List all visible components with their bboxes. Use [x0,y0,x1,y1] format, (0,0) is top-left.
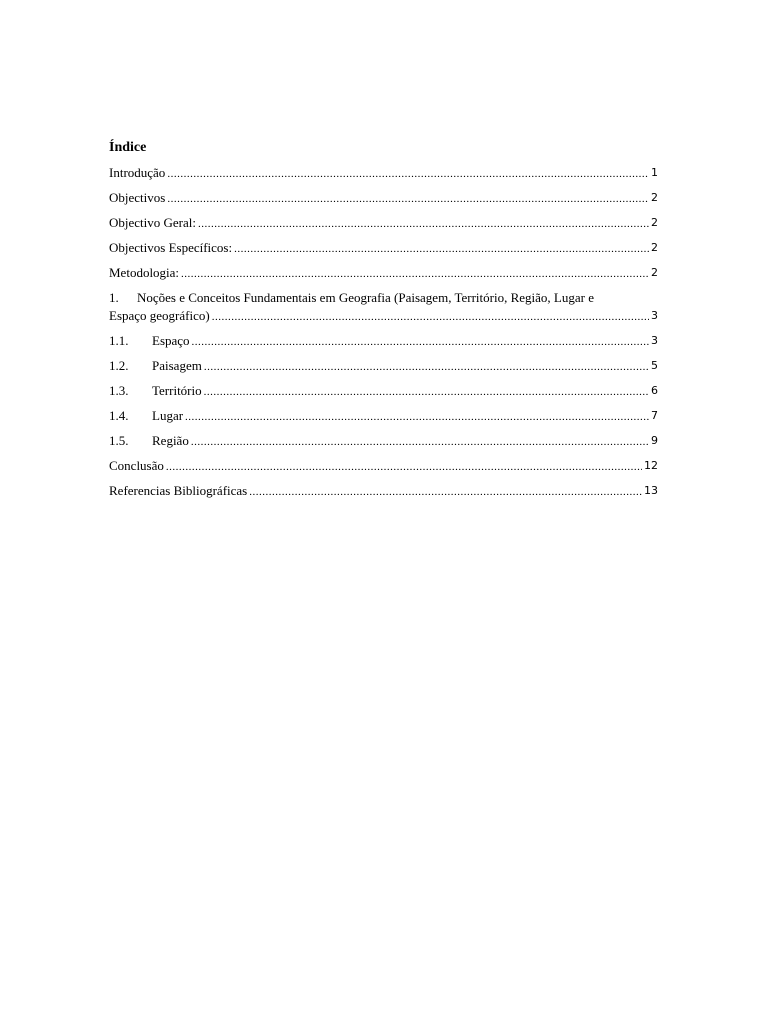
toc-dot-leader [191,436,649,449]
toc-entry-page: 2 [651,216,658,229]
toc-dot-leader [198,218,649,231]
toc-subsection-number: 1.1. [109,333,129,348]
toc-entry-page: 7 [651,409,658,422]
toc-dot-leader [212,311,649,324]
toc-subsection-number: 1.5. [109,433,129,448]
toc-dot-leader [249,486,642,499]
toc-dot-leader [204,386,649,399]
toc-entry-label: Metodologia: [109,265,180,280]
toc-entry-page: 2 [651,241,658,254]
toc-chapter-label-line2: Espaço geográfico) [109,308,210,323]
toc-subsection-regiao [109,433,658,449]
toc-dot-leader [192,336,649,349]
toc-subsection-number: 1.3. [109,383,129,398]
toc-dot-leader [167,193,649,206]
toc-entry-label: Paisagem [152,358,202,373]
toc-dot-leader [166,461,642,474]
toc-entry-label: Território [152,383,202,398]
toc-subsection-number: 1.2. [109,358,129,373]
document-page [109,139,658,508]
toc-entry-objectivo-geral [109,215,658,231]
toc-dot-leader [204,361,649,374]
toc-entry-referencias [109,483,658,499]
toc-entry-label: Objectivos [109,190,166,205]
toc-entry-label: Conclusão [109,458,164,473]
toc-subsection-lugar [109,408,658,424]
toc-entry-conclusao [109,458,658,474]
toc-chapter-label-line1: Noções e Conceitos Fundamentais em Geografia (Paisagem, Território, Região, Lugar e [137,290,594,305]
toc-subsection-number: 1.4. [109,408,129,423]
toc-subsection-paisagem [109,358,658,374]
toc-entry-page: 12 [644,459,658,472]
toc-entry-objectivos-especificos [109,240,658,256]
toc-entry-objectivos [109,190,658,206]
toc-entry-page: 5 [651,359,658,372]
toc-entry-page: 2 [651,266,658,279]
toc-dot-leader [234,243,649,256]
toc-entry-page: 6 [651,384,658,397]
toc-chapter-first-line [109,290,658,306]
toc-dot-leader [181,268,649,281]
toc-entry-page: 2 [651,191,658,204]
toc-entry-label: Espaço [152,333,190,348]
toc-entry-introducao [109,165,658,181]
toc-title: Índice [109,140,147,155]
toc-entry-label: Referencias Bibliográficas [109,483,248,498]
toc-entry-label: Lugar [152,408,184,423]
toc-entry-metodologia [109,265,658,281]
toc-entry-page: 3 [651,334,658,347]
toc-entry-label: Introdução [109,165,166,180]
toc-subsection-territorio [109,383,658,399]
toc-chapter-number: 1. [109,290,119,305]
toc-entry-label: Objectivo Geral: [109,215,196,230]
toc-entry-chapter-1 [109,290,658,324]
toc-chapter-second-line [109,308,658,324]
toc-dot-leader [167,168,649,181]
toc-entry-page: 13 [644,484,658,497]
toc-entry-page: 9 [651,434,658,447]
toc-dot-leader [185,411,649,424]
toc-entry-page: 3 [651,309,658,322]
toc-subsection-espaco [109,333,658,349]
toc-entry-page: 1 [651,166,658,179]
toc-entry-label: Região [152,433,189,448]
toc-entry-label: Objectivos Específicos: [109,240,233,255]
